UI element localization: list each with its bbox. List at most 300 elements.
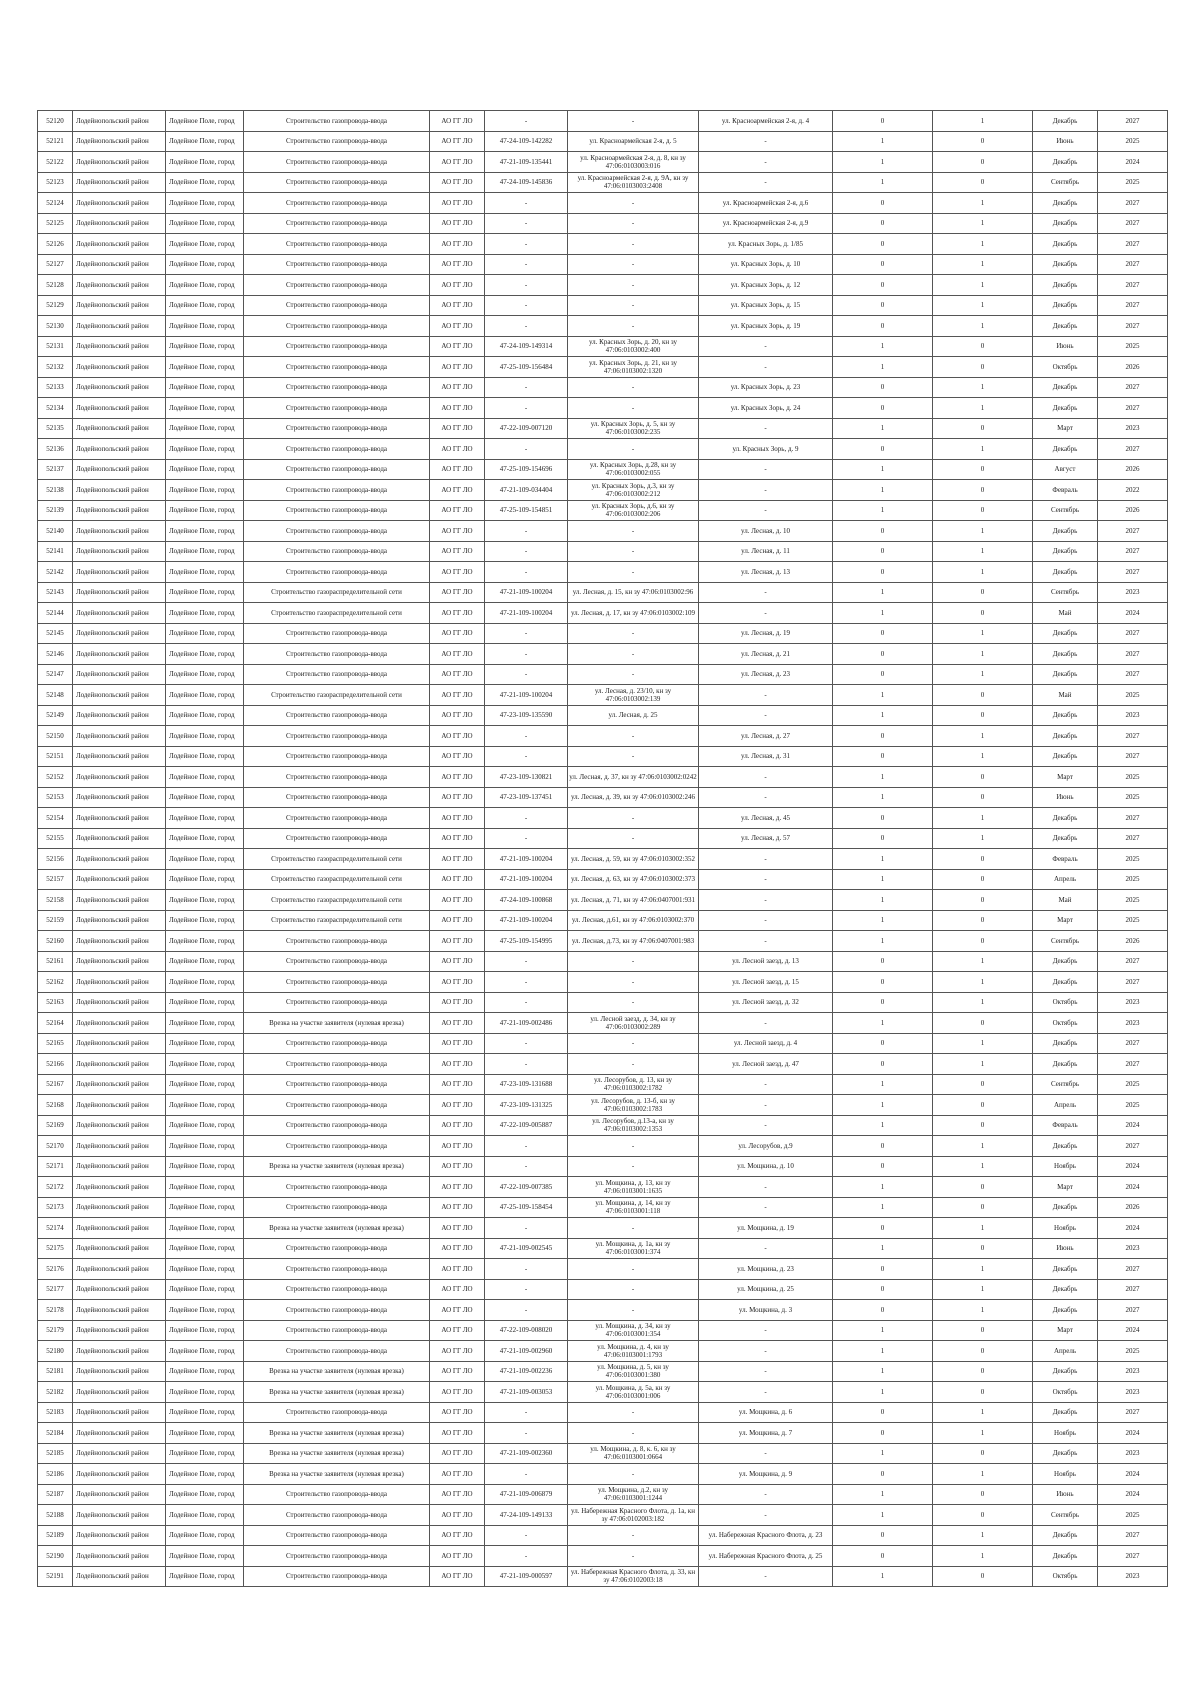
month-cell: Декабрь <box>1033 111 1098 132</box>
row-number-cell: 52172 <box>38 1177 73 1198</box>
contract-number-cell: - <box>485 1423 568 1444</box>
address-with-cadastral-cell: ул. Мощкина, д. 5а, кн зу 47:06:0103001:006 <box>568 1382 699 1403</box>
count-b-cell: 0 <box>933 1197 1033 1218</box>
address-cell: ул. Лесной заезд, д. 32 <box>699 992 833 1013</box>
row-number-cell: 52149 <box>38 705 73 726</box>
month-cell: Июнь <box>1033 1484 1098 1505</box>
organization-cell: АО ГГ ЛО <box>430 131 485 152</box>
document-sheet <box>37 110 1167 1587</box>
address-with-cadastral-cell: - <box>568 377 699 398</box>
organization-cell: АО ГГ ЛО <box>430 1218 485 1239</box>
row-number-cell: 52134 <box>38 398 73 419</box>
address-cell: ул. Лесная, д. 21 <box>699 644 833 665</box>
address-with-cadastral-cell: - <box>568 1054 699 1075</box>
month-cell: Май <box>1033 603 1098 624</box>
table-row <box>38 1074 1168 1095</box>
work-type-cell: Строительство газораспределительной сети <box>244 685 430 706</box>
table-row <box>38 439 1168 460</box>
row-number-cell: 52145 <box>38 623 73 644</box>
address-cell: - <box>699 500 833 521</box>
address-with-cadastral-cell: ул. Красных Зорь, д.6, кн зу 47:06:0103002:206 <box>568 500 699 521</box>
table-row <box>38 562 1168 583</box>
address-with-cadastral-cell: - <box>568 664 699 685</box>
table-row <box>38 1259 1168 1280</box>
work-type-cell: Строительство газопровода-ввода <box>244 664 430 685</box>
table-row <box>38 685 1168 706</box>
locality-cell: Лодейное Поле, город <box>166 1320 244 1341</box>
address-with-cadastral-cell: ул. Набережная Красного Флота, д. 33, кн зу 47:06:0102003:18 <box>568 1566 699 1587</box>
contract-number-cell: 47-21-109-002486 <box>485 1013 568 1034</box>
count-b-cell: 0 <box>933 357 1033 378</box>
address-cell: ул. Мощкина, д. 3 <box>699 1300 833 1321</box>
count-b-cell: 0 <box>933 1074 1033 1095</box>
count-a-cell: 1 <box>833 418 933 439</box>
locality-cell: Лодейное Поле, город <box>166 172 244 193</box>
locality-cell: Лодейное Поле, город <box>166 1361 244 1382</box>
work-type-cell: Строительство газопровода-ввода <box>244 1259 430 1280</box>
count-b-cell: 1 <box>933 1525 1033 1546</box>
year-cell: 2024 <box>1098 1423 1168 1444</box>
count-a-cell: 0 <box>833 1423 933 1444</box>
count-a-cell: 0 <box>833 1156 933 1177</box>
address-with-cadastral-cell: ул. Лесная, д.73, кн зу 47:06:0407001:983 <box>568 931 699 952</box>
count-a-cell: 0 <box>833 254 933 275</box>
month-cell: Декабрь <box>1033 951 1098 972</box>
work-type-cell: Строительство газопровода-ввода <box>244 828 430 849</box>
address-cell: - <box>699 869 833 890</box>
row-number-cell: 52174 <box>38 1218 73 1239</box>
count-b-cell: 1 <box>933 213 1033 234</box>
table-row <box>38 1136 1168 1157</box>
year-cell: 2027 <box>1098 111 1168 132</box>
count-a-cell: 0 <box>833 746 933 767</box>
organization-cell: АО ГГ ЛО <box>430 1033 485 1054</box>
organization-cell: АО ГГ ЛО <box>430 418 485 439</box>
locality-cell: Лодейное Поле, город <box>166 1402 244 1423</box>
address-cell: ул. Красных Зорь, д. 19 <box>699 316 833 337</box>
contract-number-cell: 47-21-109-000597 <box>485 1566 568 1587</box>
row-number-cell: 52135 <box>38 418 73 439</box>
table-row <box>38 623 1168 644</box>
count-a-cell: 0 <box>833 562 933 583</box>
contract-number-cell: 47-22-109-005887 <box>485 1115 568 1136</box>
row-number-cell: 52171 <box>38 1156 73 1177</box>
month-cell: Декабрь <box>1033 377 1098 398</box>
address-with-cadastral-cell: ул. Красных Зорь, д.3, кн зу 47:06:0103002:212 <box>568 480 699 501</box>
table-row <box>38 1177 1168 1198</box>
contract-number-cell: 47-24-109-149133 <box>485 1505 568 1526</box>
organization-cell: АО ГГ ЛО <box>430 1136 485 1157</box>
work-type-cell: Строительство газопровода-ввода <box>244 1320 430 1341</box>
month-cell: Ноябрь <box>1033 1464 1098 1485</box>
organization-cell: АО ГГ ЛО <box>430 1115 485 1136</box>
contract-number-cell: - <box>485 213 568 234</box>
contract-number-cell: - <box>485 439 568 460</box>
contract-number-cell: 47-24-109-145836 <box>485 172 568 193</box>
table-row <box>38 1505 1168 1526</box>
address-with-cadastral-cell: - <box>568 541 699 562</box>
address-with-cadastral-cell: - <box>568 992 699 1013</box>
month-cell: Декабрь <box>1033 1402 1098 1423</box>
address-cell: ул. Мощкина, д. 25 <box>699 1279 833 1300</box>
work-type-cell: Строительство газопровода-ввода <box>244 193 430 214</box>
month-cell: Июнь <box>1033 336 1098 357</box>
address-cell: ул. Лесная, д. 45 <box>699 808 833 829</box>
year-cell: 2023 <box>1098 1013 1168 1034</box>
count-a-cell: 1 <box>833 1074 933 1095</box>
district-cell: Лодейнопольский район <box>73 1033 166 1054</box>
district-cell: Лодейнопольский район <box>73 1320 166 1341</box>
district-cell: Лодейнопольский район <box>73 828 166 849</box>
address-cell: - <box>699 582 833 603</box>
count-b-cell: 1 <box>933 951 1033 972</box>
contract-number-cell: - <box>485 1136 568 1157</box>
contract-number-cell: 47-22-109-007385 <box>485 1177 568 1198</box>
work-type-cell: Строительство газопровода-ввода <box>244 746 430 767</box>
address-cell: - <box>699 1115 833 1136</box>
month-cell: Декабрь <box>1033 1054 1098 1075</box>
row-number-cell: 52184 <box>38 1423 73 1444</box>
table-row <box>38 357 1168 378</box>
address-cell: - <box>699 172 833 193</box>
locality-cell: Лодейное Поле, город <box>166 1136 244 1157</box>
row-number-cell: 52120 <box>38 111 73 132</box>
row-number-cell: 52157 <box>38 869 73 890</box>
district-cell: Лодейнопольский район <box>73 1505 166 1526</box>
count-a-cell: 1 <box>833 131 933 152</box>
address-cell: - <box>699 418 833 439</box>
work-type-cell: Строительство газопровода-ввода <box>244 1566 430 1587</box>
year-cell: 2027 <box>1098 234 1168 255</box>
address-cell: ул. Красных Зорь, д. 9 <box>699 439 833 460</box>
district-cell: Лодейнопольский район <box>73 1197 166 1218</box>
month-cell: Октябрь <box>1033 1382 1098 1403</box>
work-type-cell: Строительство газопровода-ввода <box>244 398 430 419</box>
count-b-cell: 0 <box>933 1505 1033 1526</box>
organization-cell: АО ГГ ЛО <box>430 1177 485 1198</box>
locality-cell: Лодейное Поле, город <box>166 1115 244 1136</box>
address-cell: ул. Лесная, д. 11 <box>699 541 833 562</box>
organization-cell: АО ГГ ЛО <box>430 808 485 829</box>
table-row <box>38 910 1168 931</box>
address-cell: - <box>699 480 833 501</box>
organization-cell: АО ГГ ЛО <box>430 1423 485 1444</box>
row-number-cell: 52165 <box>38 1033 73 1054</box>
address-cell: - <box>699 152 833 173</box>
row-number-cell: 52170 <box>38 1136 73 1157</box>
organization-cell: АО ГГ ЛО <box>430 910 485 931</box>
address-cell: - <box>699 336 833 357</box>
locality-cell: Лодейное Поле, город <box>166 992 244 1013</box>
address-with-cadastral-cell: ул. Красных Зорь, д.28, кн зу 47:06:0103002:055 <box>568 459 699 480</box>
work-type-cell: Строительство газораспределительной сети <box>244 910 430 931</box>
work-type-cell: Строительство газопровода-ввода <box>244 213 430 234</box>
district-cell: Лодейнопольский район <box>73 603 166 624</box>
table-row <box>38 1320 1168 1341</box>
address-with-cadastral-cell: - <box>568 1464 699 1485</box>
table-row <box>38 480 1168 501</box>
table-row <box>38 254 1168 275</box>
contract-number-cell: - <box>485 664 568 685</box>
address-with-cadastral-cell: ул. Лесорубов, д.13-а, кн зу 47:06:0103002:1353 <box>568 1115 699 1136</box>
locality-cell: Лодейное Поле, город <box>166 746 244 767</box>
organization-cell: АО ГГ ЛО <box>430 1546 485 1567</box>
organization-cell: АО ГГ ЛО <box>430 1074 485 1095</box>
district-cell: Лодейнопольский район <box>73 1238 166 1259</box>
work-type-cell: Строительство газопровода-ввода <box>244 931 430 952</box>
district-cell: Лодейнопольский район <box>73 1341 166 1362</box>
organization-cell: АО ГГ ЛО <box>430 828 485 849</box>
table-row <box>38 295 1168 316</box>
address-with-cadastral-cell: ул. Лесорубов, д. 13, кн зу 47:06:0103002:1782 <box>568 1074 699 1095</box>
count-b-cell: 1 <box>933 1402 1033 1423</box>
count-b-cell: 0 <box>933 1443 1033 1464</box>
month-cell: Июнь <box>1033 131 1098 152</box>
address-cell: - <box>699 787 833 808</box>
contract-number-cell: - <box>485 316 568 337</box>
count-a-cell: 1 <box>833 357 933 378</box>
count-b-cell: 1 <box>933 1546 1033 1567</box>
district-cell: Лодейнопольский район <box>73 1464 166 1485</box>
address-with-cadastral-cell: - <box>568 439 699 460</box>
row-number-cell: 52181 <box>38 1361 73 1382</box>
row-number-cell: 52122 <box>38 152 73 173</box>
district-cell: Лодейнопольский район <box>73 152 166 173</box>
contract-number-cell: - <box>485 521 568 542</box>
row-number-cell: 52164 <box>38 1013 73 1034</box>
address-cell: - <box>699 910 833 931</box>
address-with-cadastral-cell: - <box>568 234 699 255</box>
month-cell: Декабрь <box>1033 1136 1098 1157</box>
count-b-cell: 1 <box>933 828 1033 849</box>
address-cell: - <box>699 1074 833 1095</box>
address-with-cadastral-cell: - <box>568 398 699 419</box>
month-cell: Март <box>1033 1320 1098 1341</box>
month-cell: Декабрь <box>1033 726 1098 747</box>
row-number-cell: 52178 <box>38 1300 73 1321</box>
address-cell: ул. Лесная, д. 13 <box>699 562 833 583</box>
month-cell: Ноябрь <box>1033 1218 1098 1239</box>
district-cell: Лодейнопольский район <box>73 869 166 890</box>
locality-cell: Лодейное Поле, город <box>166 316 244 337</box>
year-cell: 2023 <box>1098 1566 1168 1587</box>
organization-cell: АО ГГ ЛО <box>430 1464 485 1485</box>
row-number-cell: 52183 <box>38 1402 73 1423</box>
count-a-cell: 0 <box>833 439 933 460</box>
contract-number-cell: 47-23-109-131325 <box>485 1095 568 1116</box>
district-cell: Лодейнопольский район <box>73 1074 166 1095</box>
month-cell: Февраль <box>1033 480 1098 501</box>
locality-cell: Лодейное Поле, город <box>166 1238 244 1259</box>
year-cell: 2024 <box>1098 1156 1168 1177</box>
address-cell: ул. Набережная Красного Флота, д. 23 <box>699 1525 833 1546</box>
organization-cell: АО ГГ ЛО <box>430 849 485 870</box>
row-number-cell: 52179 <box>38 1320 73 1341</box>
month-cell: Декабрь <box>1033 1546 1098 1567</box>
year-cell: 2025 <box>1098 890 1168 911</box>
month-cell: Декабрь <box>1033 213 1098 234</box>
locality-cell: Лодейное Поле, город <box>166 234 244 255</box>
locality-cell: Лодейное Поле, город <box>166 1423 244 1444</box>
row-number-cell: 52159 <box>38 910 73 931</box>
work-type-cell: Строительство газопровода-ввода <box>244 172 430 193</box>
month-cell: Декабрь <box>1033 316 1098 337</box>
address-with-cadastral-cell: - <box>568 1423 699 1444</box>
row-number-cell: 52129 <box>38 295 73 316</box>
district-cell: Лодейнопольский район <box>73 808 166 829</box>
row-number-cell: 52163 <box>38 992 73 1013</box>
table-row <box>38 1361 1168 1382</box>
month-cell: Апрель <box>1033 1341 1098 1362</box>
work-type-cell: Строительство газопровода-ввода <box>244 316 430 337</box>
year-cell: 2027 <box>1098 1525 1168 1546</box>
locality-cell: Лодейное Поле, город <box>166 254 244 275</box>
table-row <box>38 992 1168 1013</box>
district-cell: Лодейнопольский район <box>73 377 166 398</box>
district-cell: Лодейнопольский район <box>73 664 166 685</box>
row-number-cell: 52150 <box>38 726 73 747</box>
count-b-cell: 0 <box>933 685 1033 706</box>
contract-number-cell: - <box>485 254 568 275</box>
table-row <box>38 972 1168 993</box>
contract-number-cell: - <box>485 746 568 767</box>
district-cell: Лодейнопольский район <box>73 234 166 255</box>
locality-cell: Лодейное Поле, город <box>166 213 244 234</box>
count-b-cell: 1 <box>933 1136 1033 1157</box>
count-a-cell: 1 <box>833 1177 933 1198</box>
address-with-cadastral-cell: - <box>568 1525 699 1546</box>
address-cell: ул. Лесной заезд, д. 13 <box>699 951 833 972</box>
contract-number-cell: - <box>485 398 568 419</box>
month-cell: Ноябрь <box>1033 1156 1098 1177</box>
contract-number-cell: 47-23-109-135590 <box>485 705 568 726</box>
table-row <box>38 603 1168 624</box>
organization-cell: АО ГГ ЛО <box>430 254 485 275</box>
table-row <box>38 582 1168 603</box>
year-cell: 2027 <box>1098 644 1168 665</box>
count-b-cell: 0 <box>933 1566 1033 1587</box>
table-row <box>38 541 1168 562</box>
year-cell: 2022 <box>1098 480 1168 501</box>
address-cell: ул. Красных Зорь, д. 1/85 <box>699 234 833 255</box>
table-row <box>38 521 1168 542</box>
contract-number-cell: - <box>485 1218 568 1239</box>
district-cell: Лодейнопольский район <box>73 951 166 972</box>
table-row <box>38 644 1168 665</box>
contract-number-cell: - <box>485 972 568 993</box>
count-a-cell: 1 <box>833 1238 933 1259</box>
month-cell: Апрель <box>1033 1095 1098 1116</box>
work-type-cell: Строительство газопровода-ввода <box>244 1402 430 1423</box>
locality-cell: Лодейное Поле, город <box>166 1013 244 1034</box>
organization-cell: АО ГГ ЛО <box>430 1484 485 1505</box>
count-b-cell: 0 <box>933 152 1033 173</box>
count-a-cell: 1 <box>833 705 933 726</box>
month-cell: Октябрь <box>1033 1566 1098 1587</box>
locality-cell: Лодейное Поле, город <box>166 767 244 788</box>
work-type-cell: Строительство газопровода-ввода <box>244 972 430 993</box>
address-with-cadastral-cell: - <box>568 193 699 214</box>
locality-cell: Лодейное Поле, город <box>166 418 244 439</box>
address-with-cadastral-cell: ул. Мощкина, д. 1а, кн зу 47:06:0103001:374 <box>568 1238 699 1259</box>
work-type-cell: Строительство газопровода-ввода <box>244 562 430 583</box>
address-with-cadastral-cell: ул. Мощкина, д.2, кн зу 47:06:0103001:1244 <box>568 1484 699 1505</box>
table-row <box>38 1423 1168 1444</box>
district-cell: Лодейнопольский район <box>73 1443 166 1464</box>
work-type-cell: Строительство газопровода-ввода <box>244 275 430 296</box>
work-type-cell: Строительство газопровода-ввода <box>244 1341 430 1362</box>
organization-cell: АО ГГ ЛО <box>430 213 485 234</box>
contract-number-cell: 47-21-109-034404 <box>485 480 568 501</box>
locality-cell: Лодейное Поле, город <box>166 152 244 173</box>
locality-cell: Лодейное Поле, город <box>166 480 244 501</box>
address-cell: ул. Лесорубов, д.9 <box>699 1136 833 1157</box>
locality-cell: Лодейное Поле, город <box>166 1505 244 1526</box>
address-cell: - <box>699 931 833 952</box>
table-row <box>38 1013 1168 1034</box>
contract-number-cell: 47-21-109-003053 <box>485 1382 568 1403</box>
year-cell: 2027 <box>1098 1402 1168 1423</box>
locality-cell: Лодейное Поле, город <box>166 808 244 829</box>
year-cell: 2027 <box>1098 1259 1168 1280</box>
row-number-cell: 52167 <box>38 1074 73 1095</box>
count-a-cell: 1 <box>833 767 933 788</box>
count-a-cell: 1 <box>833 1013 933 1034</box>
table-row <box>38 1566 1168 1587</box>
count-a-cell: 0 <box>833 1033 933 1054</box>
count-a-cell: 0 <box>833 1300 933 1321</box>
year-cell: 2025 <box>1098 787 1168 808</box>
month-cell: Декабрь <box>1033 1033 1098 1054</box>
count-b-cell: 0 <box>933 582 1033 603</box>
address-cell: - <box>699 603 833 624</box>
month-cell: Декабрь <box>1033 398 1098 419</box>
row-number-cell: 52188 <box>38 1505 73 1526</box>
address-with-cadastral-cell: - <box>568 623 699 644</box>
year-cell: 2025 <box>1098 172 1168 193</box>
count-a-cell: 0 <box>833 111 933 132</box>
work-type-cell: Строительство газопровода-ввода <box>244 992 430 1013</box>
work-type-cell: Строительство газопровода-ввода <box>244 234 430 255</box>
contract-number-cell: - <box>485 951 568 972</box>
address-with-cadastral-cell: - <box>568 808 699 829</box>
work-type-cell: Строительство газопровода-ввода <box>244 1074 430 1095</box>
year-cell: 2025 <box>1098 1074 1168 1095</box>
row-number-cell: 52162 <box>38 972 73 993</box>
work-type-cell: Строительство газопровода-ввода <box>244 726 430 747</box>
district-cell: Лодейнопольский район <box>73 1423 166 1444</box>
locality-cell: Лодейное Поле, город <box>166 1341 244 1362</box>
row-number-cell: 52126 <box>38 234 73 255</box>
count-b-cell: 0 <box>933 459 1033 480</box>
address-with-cadastral-cell: ул. Лесная, д. 15, кн зу 47:06:0103002:96 <box>568 582 699 603</box>
count-b-cell: 0 <box>933 1341 1033 1362</box>
organization-cell: АО ГГ ЛО <box>430 1054 485 1075</box>
address-cell: ул. Набережная Красного Флота, д. 25 <box>699 1546 833 1567</box>
district-cell: Лодейнопольский район <box>73 418 166 439</box>
count-a-cell: 1 <box>833 336 933 357</box>
locality-cell: Лодейное Поле, город <box>166 111 244 132</box>
row-number-cell: 52142 <box>38 562 73 583</box>
count-b-cell: 1 <box>933 1464 1033 1485</box>
month-cell: Сентябрь <box>1033 500 1098 521</box>
month-cell: Декабрь <box>1033 562 1098 583</box>
locality-cell: Лодейное Поле, город <box>166 336 244 357</box>
row-number-cell: 52121 <box>38 131 73 152</box>
month-cell: Декабрь <box>1033 972 1098 993</box>
address-cell: - <box>699 705 833 726</box>
contract-number-cell: - <box>485 541 568 562</box>
